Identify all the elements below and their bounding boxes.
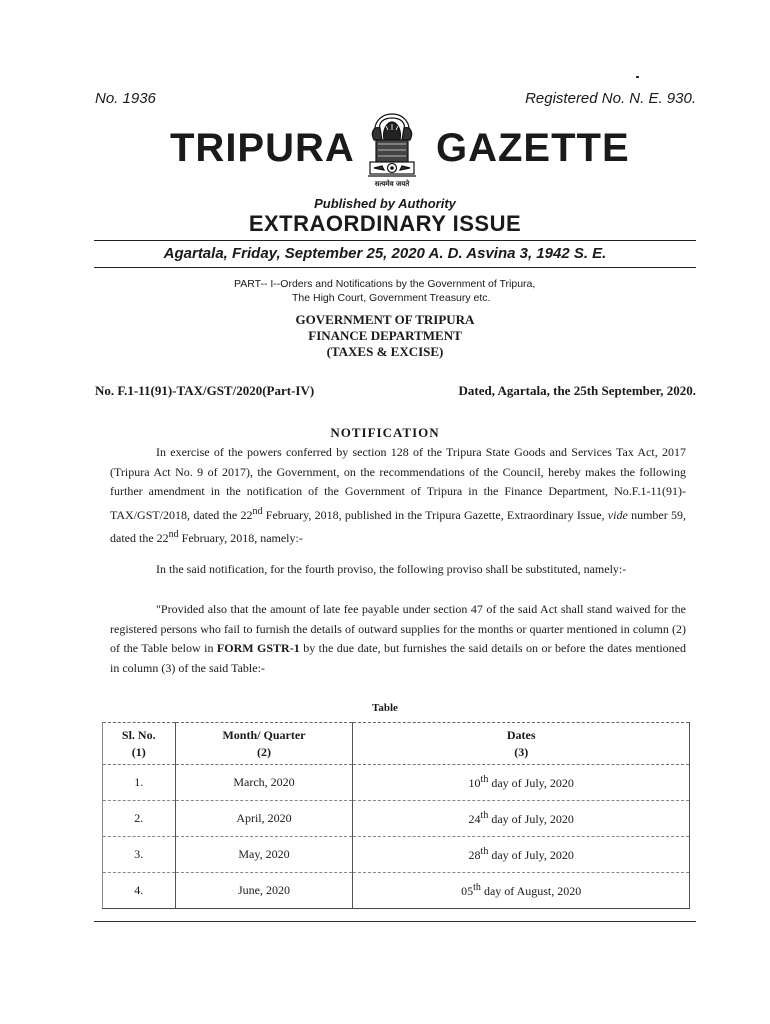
cell-date: 10th day of July, 2020 bbox=[353, 765, 690, 801]
part-line-1: PART-- I--Orders and Notifications by the Government of Tripura, bbox=[234, 278, 536, 290]
table-caption: Table bbox=[372, 702, 398, 714]
header-month-quarter: Month/ Quarter (2) bbox=[175, 723, 353, 765]
bottom-rule bbox=[94, 921, 696, 922]
p1-text-c: number 59, dated the 22 bbox=[110, 507, 687, 546]
dated-line: Dated, Agartala, the 25th September, 2020. bbox=[458, 383, 696, 398]
p3-form-name: FORM GSTR-1 bbox=[216, 641, 300, 656]
cell-month: April, 2020 bbox=[175, 801, 353, 837]
department-name: FINANCE DEPARTMENT bbox=[308, 328, 462, 343]
p1-sup-2: nd bbox=[168, 529, 179, 541]
header-sl-no: Sl. No. (1) bbox=[103, 723, 176, 765]
paragraph-3 bbox=[110, 600, 686, 678]
masthead-title-left: TRIPURA bbox=[170, 126, 355, 170]
extraordinary-issue: EXTRAORDINARY ISSUE bbox=[248, 211, 522, 236]
cell-date: 28th day of July, 2020 bbox=[353, 837, 690, 873]
paragraph-1 bbox=[110, 443, 686, 549]
table-row bbox=[103, 801, 690, 837]
p1-sup-1: nd bbox=[252, 505, 263, 517]
issue-number: No. 1936 bbox=[95, 90, 156, 107]
divider bbox=[94, 267, 696, 268]
table-header-row bbox=[103, 723, 690, 765]
state-emblem bbox=[354, 106, 430, 198]
scan-mark bbox=[636, 76, 639, 78]
p1-text-b: February, 2018, published in the Tripura Gazette, Extraordinary Issue, bbox=[262, 507, 608, 522]
cell-date: 24th day of July, 2020 bbox=[353, 801, 690, 837]
cell-month: May, 2020 bbox=[175, 837, 353, 873]
header-dates: Dates (3) bbox=[353, 723, 690, 765]
emblem-motto: सत्यमेव जयते bbox=[374, 180, 410, 188]
p3-text-a: "Provided also that the amount of late fee payable under section 47 of the said Act shall stand waived for the registered persons who fail to furnish the details of outward supplies for the months or quarter mentioned in column (2) of the Table below in bbox=[110, 602, 686, 656]
registered-number: Registered No. N. E. 930. bbox=[525, 90, 696, 107]
late-fee-table bbox=[102, 722, 690, 909]
p1-text-a: In exercise of the powers conferred by section 128 of the Tripura State Goods and Services Tax Act, 2017 (Tripura Act No. 9 of 2017), the Government, on the recommendations of the Council, hereby makes the following further amendment in the notification of the Government of Tripura in the Finance Department, No.F.1-11(91)-TAX/GST/2018, dated the 22 bbox=[110, 445, 686, 522]
government-name: GOVERNMENT OF TRIPURA bbox=[295, 312, 475, 327]
paragraph-2: In the said notification, for the fourth proviso, the following proviso shall be substituted, namely:- bbox=[156, 562, 627, 576]
table-row bbox=[103, 873, 690, 909]
table-row bbox=[103, 837, 690, 873]
part-description bbox=[234, 277, 614, 305]
department-wing: (TAXES & EXCISE) bbox=[326, 344, 444, 359]
divider bbox=[94, 240, 696, 241]
cell-month: June, 2020 bbox=[175, 873, 353, 909]
table-row bbox=[103, 765, 690, 801]
cell-sl: 2. bbox=[103, 801, 176, 837]
cell-sl: 3. bbox=[103, 837, 176, 873]
notification-heading: NOTIFICATION bbox=[330, 425, 440, 440]
p1-text-d: February, 2018, namely:- bbox=[178, 531, 303, 546]
cell-sl: 1. bbox=[103, 765, 176, 801]
cell-month: March, 2020 bbox=[175, 765, 353, 801]
cell-sl: 4. bbox=[103, 873, 176, 909]
cell-date: 05th day of August, 2020 bbox=[353, 873, 690, 909]
p3-text-b: by the due date, but furnishes the said details on or before the dates mentioned in column (3) of the said Table:- bbox=[110, 641, 686, 675]
published-by-authority: Published by Authority bbox=[314, 196, 456, 211]
department-heading bbox=[0, 312, 770, 360]
p1-vide: vide bbox=[607, 507, 628, 522]
issue-dateline: Agartala, Friday, September 25, 2020 A. D. Asvina 3, 1942 S. E. bbox=[163, 245, 607, 262]
file-number: No. F.1-11(91)-TAX/GST/2020(Part-IV) bbox=[95, 383, 315, 398]
masthead-title-right: GAZETTE bbox=[436, 126, 630, 170]
part-line-2: The High Court, Government Treasury etc. bbox=[292, 292, 491, 304]
